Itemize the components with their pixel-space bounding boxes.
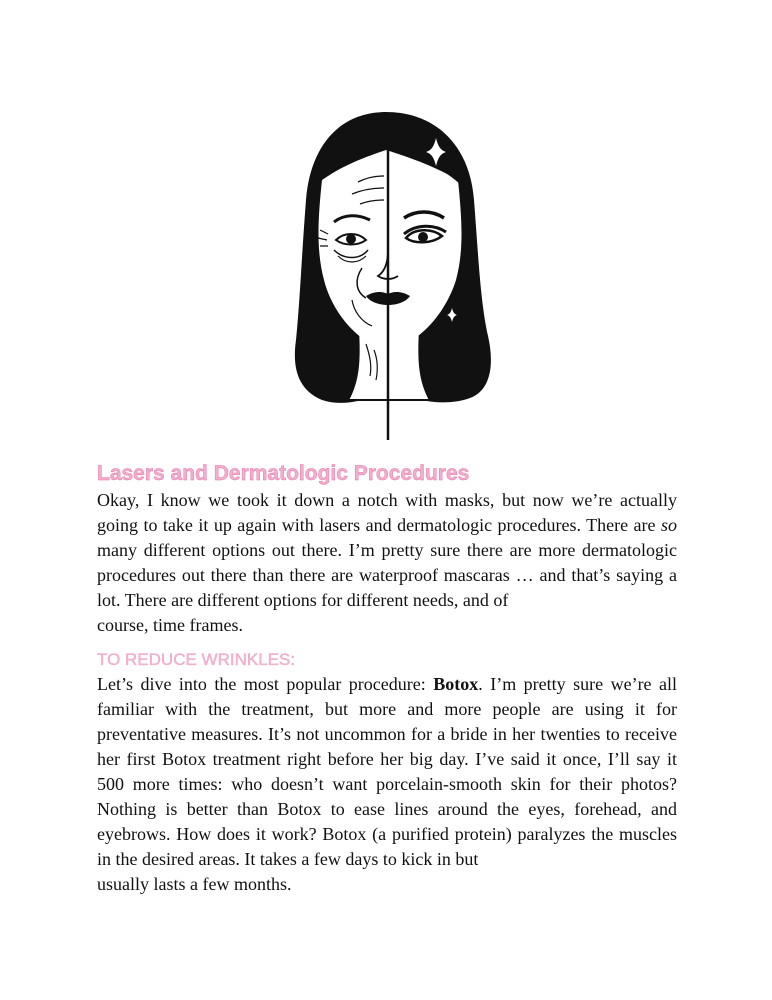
botox-paragraph [97, 672, 677, 897]
article-content [97, 460, 677, 897]
intro-text-part1: Okay, I know we took it down a notch with masks, but now we’re actually going to take it up again with lasers and dermatologic procedures. There are [97, 490, 677, 535]
intro-emphasis: so [660, 515, 677, 535]
botox-bold-term: Botox [433, 674, 479, 694]
botox-text-part1: Let’s dive into the most popular procedure: [97, 674, 434, 694]
botox-text-part2: . I’m pretty sure we’re all familiar with the treatment, but more and more people are using it for preventative measures. It’s not uncommon for a bride in her twenties to receive her first Botox treatment right before her big day. I’ve said it once, I’ll say it 500 more times: who doesn’t want porcelain-smooth skin for their photos? Nothing is better than Botox to ease lines around the eyes, forehead, and eyebrows. How does it work? Botox (a purified protein) paralyzes the muscles in the desired areas. It takes a few days to kick in but [97, 674, 678, 869]
subsection-heading: TO REDUCE WRINKLES: [97, 650, 296, 669]
face-half-aged-illustration [280, 100, 500, 445]
section-heading: Lasers and Dermatologic Procedures [97, 462, 470, 485]
botox-last-line: usually lasts a few months. [97, 874, 292, 894]
intro-last-line: course, time frames. [97, 615, 243, 635]
intro-text-part2: many different options out there. I’m pretty sure there are more dermatologic procedures out there than there are waterproof mascaras … and that’s saying a lot. There are different options for different needs, and of [97, 540, 677, 610]
intro-paragraph [97, 488, 677, 638]
